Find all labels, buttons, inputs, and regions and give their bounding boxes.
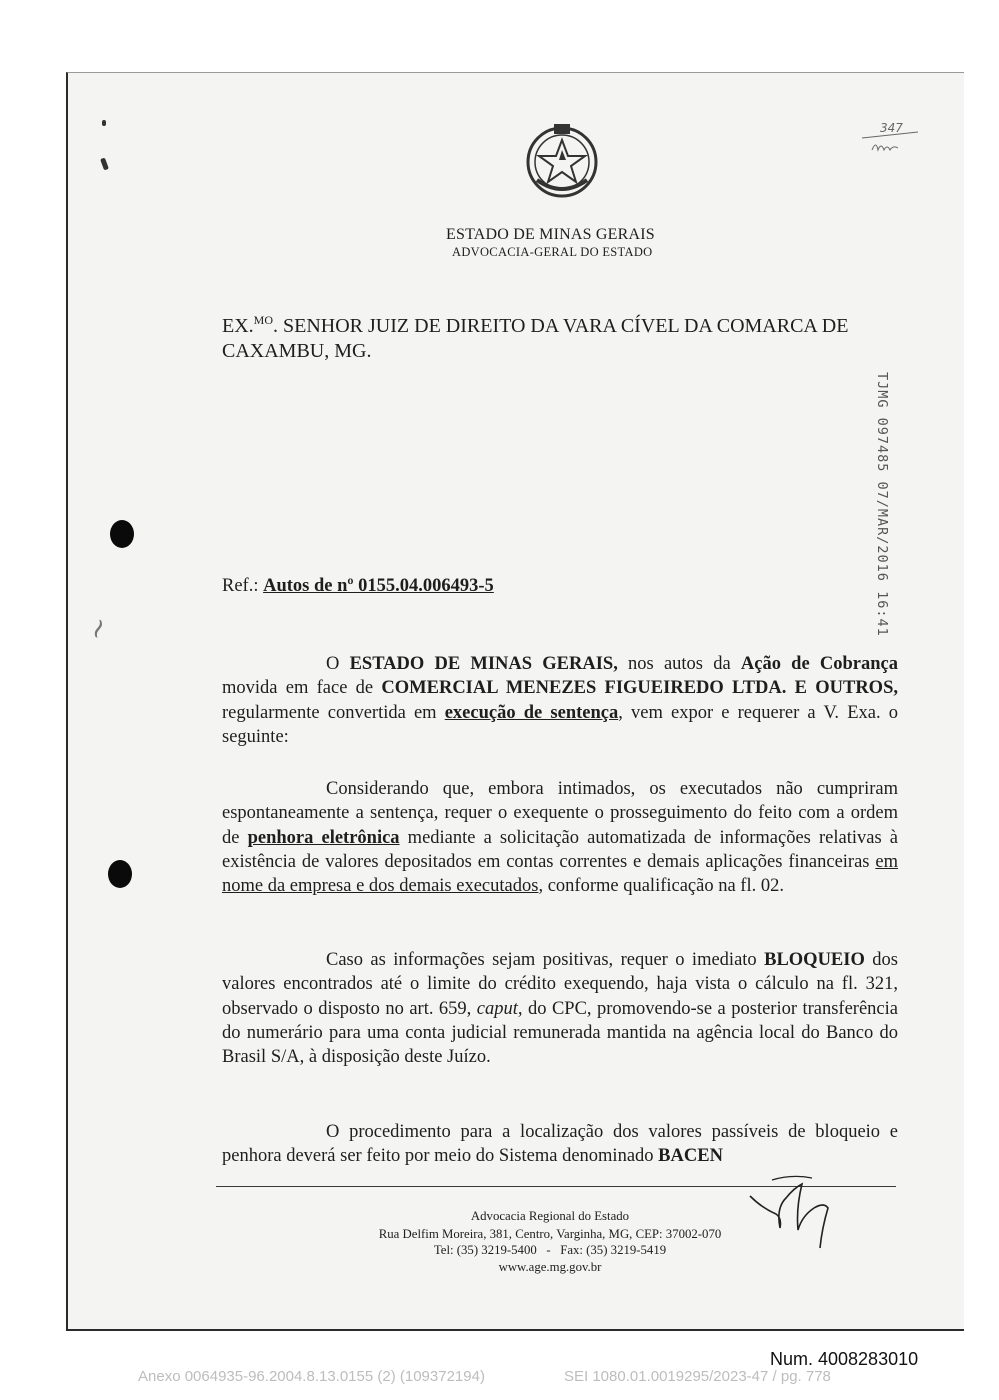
org-name: ESTADO DE MINAS GERAIS xyxy=(446,226,655,243)
filing-stamp: TJMG 097485 07/MAR/2016 16:41 xyxy=(874,372,890,637)
paragraph-1: O ESTADO DE MINAS GERAIS, nos autos da Ação de Cobrança movida em face de COMERCIAL MENEZES FIGUEIREDO LTDA. E OUTROS, regularmente convertida em execução de sentença, vem expor e requerer a V. Exa. o seguinte: xyxy=(222,654,898,747)
footer-phone: Tel: (35) 3219-5400 - Fax: (35) 3219-5419 xyxy=(433,1243,667,1257)
paragraph-4: O procedimento para a localização dos valores passíveis de bloqueio e penhora deverá ser feito por meio do Sistema denominado BACEN xyxy=(222,1122,898,1167)
paragraph-2: Considerando que, embora intimados, os executados não cumpriram espontaneamente a sentença, requer o exequente o prosseguimento do feito com a ordem de penhora eletrônica mediante a solicitação automatizada de informações relativas à existência de valores depositados em contas correntes e demais aplicações financeiras em nome da empresa e dos demais executados, conforme qualificação na fl. 02. xyxy=(222,779,898,897)
addressee: EX.$^{MO}$. SENHOR JUIZ DE DIREITO DA VARA CÍVEL DA COMARCA DE CAXAMBU, MG. xyxy=(222,313,849,362)
org-subtitle: ADVOCACIA-GERAL DO ESTADO xyxy=(452,245,653,259)
paragraph-3: Caso as informações sejam positivas, requer o imediato BLOQUEIO dos valores encontrados até o limite do crédito exequendo, haja vista o cálculo na fl. 321, observado o disposto no art. 659, caput, do CPC, promovendo-se a posterior transferência do numerário para uma conta judicial remunerada mantida na agência local do Banco do Brasil S/A, à disposição deste Juízo. xyxy=(222,950,898,1068)
footer-address: Rua Delfim Moreira, 381, Centro, Varginha, MG, CEP: 37002-070 xyxy=(378,1227,722,1241)
sei-reference: SEI 1080.01.0019295/2023-47 / pg. 778 xyxy=(564,1368,831,1385)
footer-website: www.age.mg.gov.br xyxy=(498,1260,602,1274)
document-number: Num. 4008283010 xyxy=(770,1349,919,1369)
handwritten-signature xyxy=(742,1168,842,1258)
case-reference: Ref.: Autos de nº 0155.04.006493-5 xyxy=(222,576,494,596)
punch-hole xyxy=(110,520,134,548)
footer-line-1: Advocacia Regional do Estado xyxy=(470,1209,630,1223)
coat-of-arms-seal xyxy=(523,122,601,200)
handwritten-mark: ~ xyxy=(78,611,118,646)
handwritten-page-number xyxy=(858,120,938,160)
scan-speck xyxy=(102,120,106,126)
punch-hole xyxy=(108,860,132,888)
annex-reference: Anexo 0064935-96.2004.8.13.0155 (2) (109372194) xyxy=(138,1368,485,1385)
svg-text:347: 347 xyxy=(880,121,903,135)
